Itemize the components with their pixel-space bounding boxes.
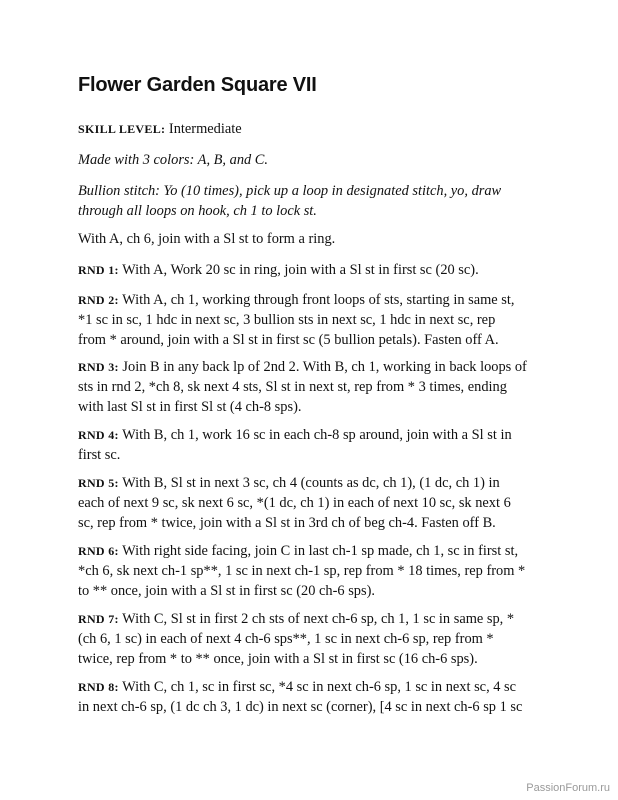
round-8 [78,677,548,717]
site-watermark: PassionForum.ru [526,782,610,794]
round-line: sc, rep from * twice, join with a Sl st in 3rd ch of beg ch-4. Fasten off B. [78,515,496,531]
round-label: RND 5: [78,476,119,490]
round-line [78,541,548,561]
round-text: With B, ch 1, work 16 sc in each ch-8 sp around, join with a Sl st in [122,427,512,443]
round-text: With C, ch 1, sc in first sc, *4 sc in next ch-6 sp, 1 sc in next sc, 4 sc [122,679,517,695]
round-label: RND 6: [78,544,119,558]
round-text: With A, ch 1, working through front loops of sts, starting in same st, [122,292,515,308]
round-label: RND 7: [78,612,119,626]
skill-level-value: Intermediate [168,121,242,137]
round-text: With A, Work 20 sc in ring, join with a Sl st in first sc (20 sc). [122,262,479,278]
round-label: RND 8: [78,680,119,694]
round-line: to ** once, join with a Sl st in first sc (20 ch-6 sps). [78,583,375,599]
bullion-line: through all loops on hook, ch 1 to lock st. [78,203,317,219]
round-6 [78,541,548,601]
round-text: With B, Sl st in next 3 sc, ch 4 (counts as dc, ch 1), (1 dc, ch 1) in [122,475,500,491]
round-line: first sc. [78,447,121,463]
round-line: *1 sc in sc, 1 hdc in next sc, 3 bullion sts in next sc, 1 hdc in next sc, rep [78,312,496,328]
round-label: RND 4: [78,428,119,442]
round-line: from * around, join with a Sl st in first sc (5 bullion petals). Fasten off A. [78,332,499,348]
round-line: each of next 9 sc, sk next 6 sc, *(1 dc, ch 1) in each of next 10 sc, sk next 6 [78,495,511,511]
round-4 [78,425,548,465]
round-line: *ch 6, sk next ch-1 sp**, 1 sc in next ch-1 sp, rep from * 18 times, rep from * [78,563,526,579]
round-line [78,425,548,445]
colors-note: Made with 3 colors: A, B, and C. [78,152,269,168]
bullion-line: Bullion stitch: Yo (10 times), pick up a loop in designated stitch, yo, draw [78,183,502,199]
round-line: (ch 6, 1 sc) in each of next 4 ch-6 sps**, 1 sc in next ch-6 sp, rep from * [78,631,494,647]
round-line [78,677,548,697]
round-text: Join B in any back lp of 2nd 2. With B, ch 1, working in back loops of [122,359,527,375]
round-label: RND 2: [78,293,119,307]
skill-level-label: SKILL LEVEL: [78,122,166,136]
round-line: in next ch-6 sp, (1 dc ch 3, 1 dc) in next sc (corner), [4 sc in next ch-6 sp 1 sc [78,699,523,715]
round-text: With right side facing, join C in last ch-1 sp made, ch 1, sc in first st, [122,543,519,559]
round-line [78,473,548,493]
round-line [78,609,548,629]
round-line [78,290,548,310]
round-line: twice, rep from * to ** once, join with a Sl st in first sc (16 ch-6 sps). [78,651,478,667]
round-5 [78,473,548,533]
round-7 [78,609,548,669]
round-line: sts in rnd 2, *ch 8, sk next 4 sts, Sl st in next st, rep from * 3 times, ending [78,379,507,395]
round-2 [78,290,548,350]
round-1 [78,260,548,280]
page-title: Flower Garden Square VII [78,74,317,96]
round-line: with last Sl st in first Sl st (4 ch-8 sps). [78,399,302,415]
bullion-stitch-note [78,181,548,221]
start-instruction: With A, ch 6, join with a Sl st to form a ring. [78,231,336,247]
skill-level [78,119,548,139]
round-label: RND 3: [78,360,119,374]
round-label: RND 1: [78,263,119,277]
round-text: With C, Sl st in first 2 ch sts of next ch-6 sp, ch 1, 1 sc in same sp, * [122,611,515,627]
round-3 [78,357,548,417]
round-line [78,357,548,377]
